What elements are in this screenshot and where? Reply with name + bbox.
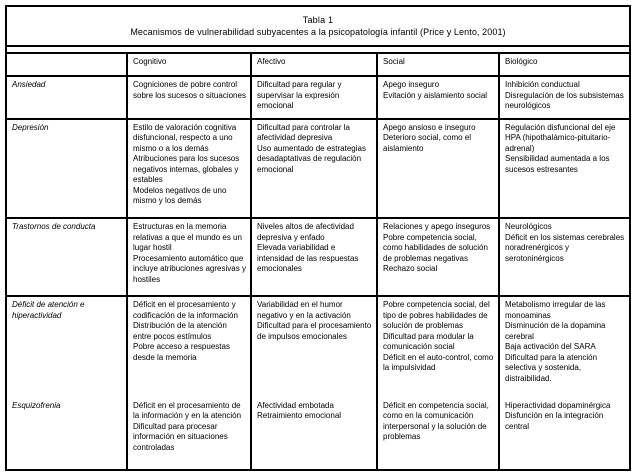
row-label: Depresión [7, 119, 127, 219]
cell-biologico [499, 119, 629, 219]
cell-item: Inhibición conductual [505, 80, 580, 89]
cell-item: Déficit en el procesamiento y codificación de la información [133, 300, 238, 320]
cell-item: Dificultad para regular y supervisar la expresión emocional [257, 80, 342, 110]
cell-item: Atribuciones para los sucesos negativos internas, globales y estables [133, 154, 240, 185]
cell-biologico [499, 296, 629, 398]
cell-item: Dificultad para modular la comunicación social [383, 331, 474, 352]
cell-item: Hiperactividad dopaminérgica [505, 400, 611, 410]
cell-cognitivo [127, 76, 251, 119]
cell-item: Metabolismo irregular de las monoaminas [505, 300, 606, 320]
cell-item: Disregulación de los subsistemas neurológicos [505, 90, 624, 110]
cell-item: Dificultad para controlar la afectividad depresiva [257, 122, 350, 143]
cell-item: Modelos negativos de uno mismo y los demás [133, 185, 227, 206]
table-row [7, 76, 629, 119]
row-label: Ansiedad [7, 76, 127, 119]
cell-item: Baja activación del SARA [505, 342, 596, 352]
cell-item: Déficit en el procesamiento de la información y en la atención [133, 400, 242, 421]
cell-cognitivo [127, 218, 251, 296]
cell-item: Pobre competencia social, como habilidades de solución de problemas negativas [383, 232, 488, 263]
cell-item: Neurológicos [505, 222, 552, 232]
cell-item: Apego ansioso e inseguro [383, 122, 476, 132]
cell-item: Evitación y aislamiento social [383, 90, 488, 100]
cell-cognitivo [127, 119, 251, 219]
table-row [7, 398, 629, 469]
cell-item: Apego inseguro [383, 80, 440, 89]
cell-item: Procesamiento automático que incluye atribuciones agresivas y hostiles [133, 253, 246, 284]
cell-item: Estructuras en la memoria relativas a que el mundo es un lugar hostil [133, 222, 242, 253]
cell-item: Distribución de la atención entre pocos estímulos [133, 321, 227, 341]
table-frame [5, 5, 631, 471]
table-title: Tabla 1 [302, 15, 334, 25]
cell-item: Estilo de valoración cognitiva disfuncional, respecto a uno mismo o a los demás [133, 122, 237, 153]
cell-item: Rechazo social [383, 264, 438, 274]
cell-afectivo [251, 218, 377, 296]
col-header-social: Social [377, 53, 499, 76]
cell-afectivo [251, 398, 377, 469]
cell-social [377, 119, 499, 219]
table-subtitle: Mecanismos de vulnerabilidad subyacentes a la psicopatología infantil (Price y Lento, 2001) [130, 27, 506, 37]
cell-biologico [499, 218, 629, 296]
cell-item: Relaciones y apego inseguros [383, 222, 491, 232]
header-row [7, 53, 629, 76]
table-body [7, 76, 629, 469]
cell-item: Dificultad para procesar información en situaciones controladas [133, 421, 228, 452]
row-label: Esquizofrenia [7, 398, 127, 469]
col-header-cognitivo: Cognitivo [127, 53, 251, 76]
cell-item: Variabilidad en el humor negativo y en la activación [257, 300, 351, 320]
row-label: Déficit de atención e hiperactividad [7, 296, 127, 398]
cell-item: Déficit en el auto-control, como la impulsividad [383, 352, 494, 373]
cell-item: Disfunción en la integración central [505, 411, 604, 431]
cell-cognitivo [127, 398, 251, 469]
cell-item: Niveles altos de afectividad depresiva y enfado [257, 222, 354, 242]
cell-item: Elevada variabilidad e intensidad de las respuestas emocionales [257, 243, 359, 274]
row-label: Trastornos de conducta [7, 218, 127, 296]
cell-item: Deterioro social, como el aislamiento [383, 133, 472, 153]
cell-item: Dificultad para la atención selectiva y sostenida, distraibilidad. [505, 352, 598, 383]
cell-item: Regulación disfuncional del eje HPA (hipothalámico-pituitario-adrenal) [505, 122, 616, 153]
cell-item: Pobre acceso a respuestas desde la memoria [133, 342, 230, 362]
cell-social [377, 218, 499, 296]
table-row [7, 119, 629, 219]
cell-social [377, 296, 499, 398]
table-row [7, 218, 629, 296]
cell-biologico [499, 76, 629, 119]
cell-item: Pobre competencia social, del tipo de pobres habilidades de solución de problemas [383, 300, 490, 331]
cell-item: Cogniciones de pobre control sobre los sucesos o situaciones [133, 80, 246, 100]
cell-item: Retraimiento emocional [257, 411, 342, 421]
cell-afectivo [251, 76, 377, 119]
cell-afectivo [251, 296, 377, 398]
cell-item: Déficit en competencia social, como en la comunicación interpersonal y la solución de problemas [383, 400, 489, 442]
cell-item: Sensibilidad aumentada a los sucesos estresantes [505, 154, 610, 174]
cell-social [377, 76, 499, 119]
cell-biologico [499, 398, 629, 469]
cell-afectivo [251, 119, 377, 219]
cell-item: Disminución de la dopamina cerebral [505, 321, 606, 341]
cell-cognitivo [127, 296, 251, 398]
cell-item: Déficit en los sistemas cerebrales noradrenérgicos y serotoninérgicos [505, 232, 625, 263]
title-block [7, 7, 629, 47]
cell-item: Uso aumentado de estrategias desadaptativas de regulación emocional [257, 143, 366, 174]
col-header-empty [7, 53, 127, 76]
cell-social [377, 398, 499, 469]
vulnerability-table [7, 52, 629, 469]
col-header-afectivo: Afectivo [251, 53, 377, 76]
col-header-biologico: Biológico [499, 53, 629, 76]
cell-item: Afectividad embotada [257, 400, 334, 410]
cell-item: Dificultad para el procesamiento de impulsos emocionales [257, 321, 372, 341]
table-row [7, 296, 629, 398]
